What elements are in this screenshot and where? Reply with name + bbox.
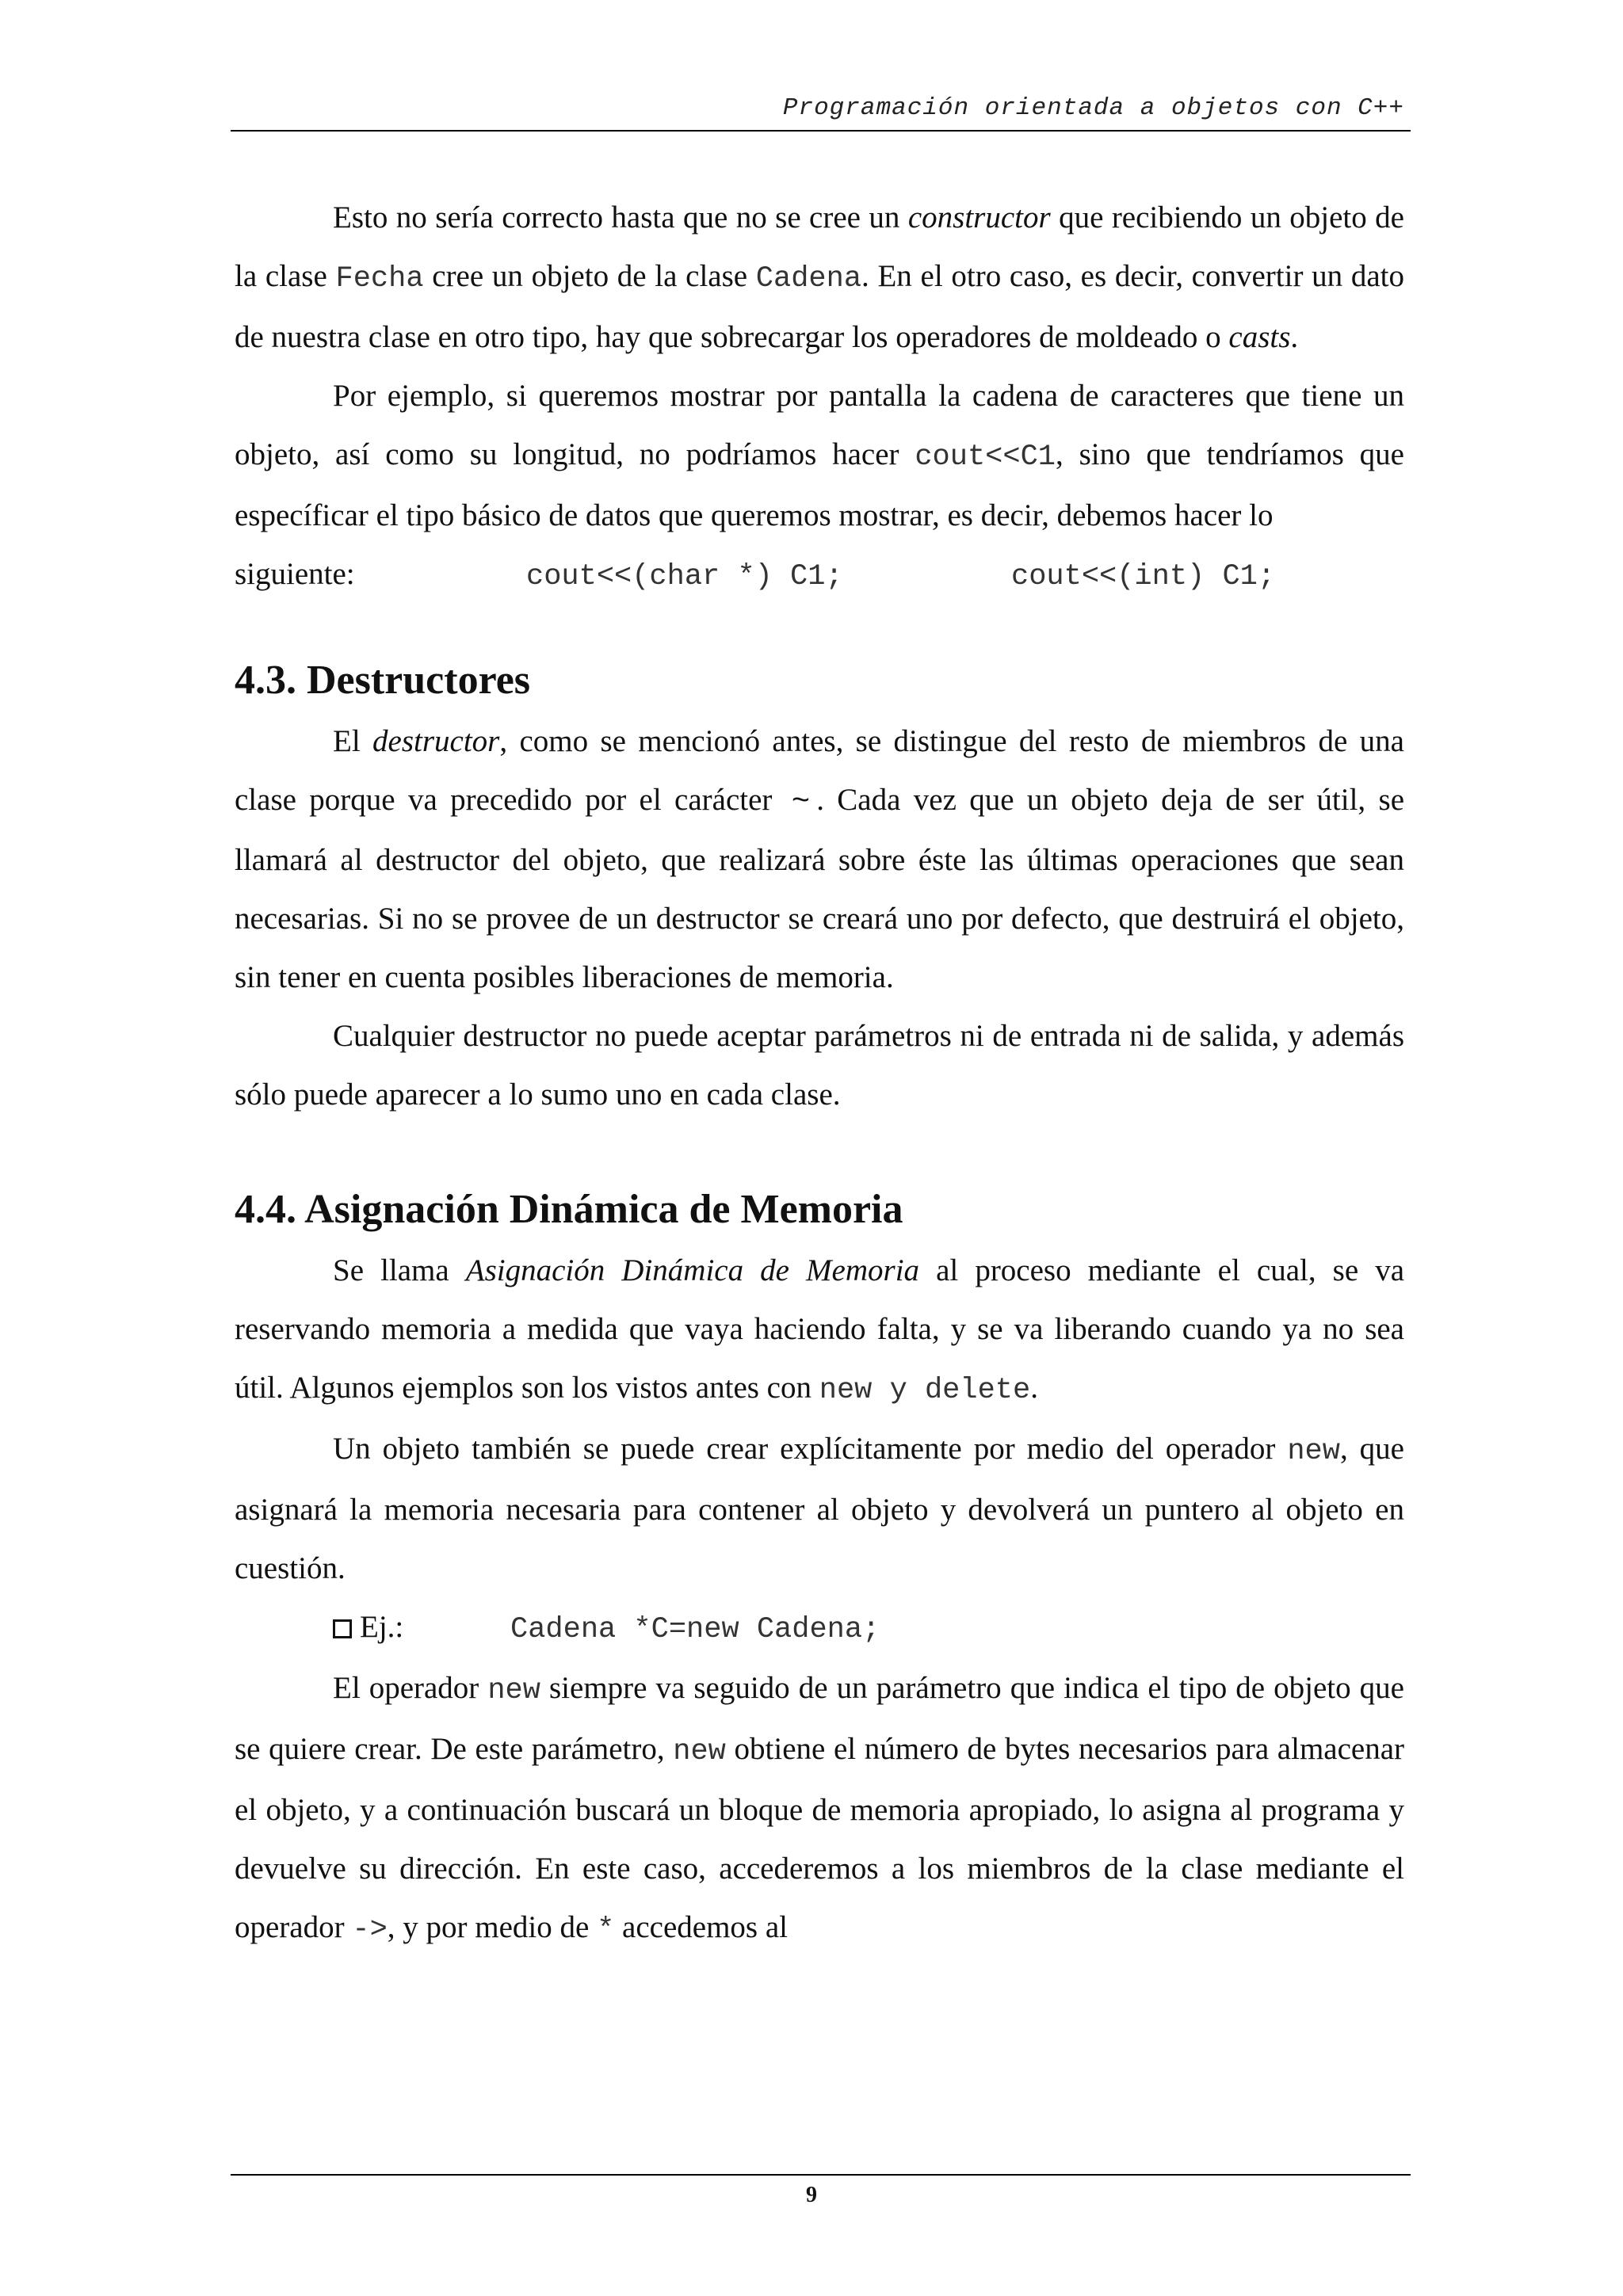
inline-code: *: [597, 1913, 615, 1947]
text-run: .: [1030, 1371, 1038, 1405]
text-run: , que asignará la memoria necesaria para contener al objeto y devolverá un puntero al objeto en cuestión.: [235, 1432, 1404, 1585]
inline-code: cout<<C1: [915, 441, 1056, 474]
inline-code: ->: [352, 1913, 388, 1947]
paragraph: [235, 1420, 1404, 1598]
inline-code: new y delete: [819, 1374, 1031, 1407]
tilde-symbol: ~: [791, 784, 811, 819]
example-label: Ej.:: [360, 1610, 404, 1644]
text-run: Por ejemplo, si queremos mostrar por pantalla la cadena de caracteres que tiene un objeto, así como su longitud, no podríamos hacer: [235, 379, 1404, 471]
code-snippet: cout<<(char *) C1;: [526, 560, 843, 593]
text-run: . En el otro caso, es decir, convertir un dato de nuestra clase en otro tipo, hay que sobrecargar los operadores de moldeado o: [235, 259, 1405, 354]
example-line: [235, 1598, 1404, 1659]
footer-rule: [231, 2174, 1411, 2176]
text-run: .: [1290, 320, 1299, 354]
paragraph: [235, 1241, 1404, 1420]
text-run: El: [333, 724, 373, 758]
paragraph: [235, 712, 1404, 1007]
text-run: , y por medio de: [387, 1910, 598, 1944]
inline-code: Cadena: [755, 262, 862, 296]
code-label: siguiente:: [235, 557, 355, 591]
text-run: obtiene el número de bytes necesarios para almacenar el objeto, y a continuación buscará un bloque de memoria apropiado, lo asigna al programa y devuelve su dirección. En este caso, accederemos a los miembros de la clase mediante el operador: [235, 1732, 1405, 1944]
italic-term: destructor: [372, 724, 500, 758]
text-run: cree un objeto de la clase: [423, 259, 756, 293]
italic-term: constructor: [907, 200, 1051, 235]
code-example-line: [235, 545, 1404, 606]
paragraph: [235, 367, 1404, 545]
text-run: Se llama: [333, 1253, 466, 1287]
section-heading: 4.3. Destructores: [235, 658, 531, 703]
page-body: [235, 189, 1404, 1959]
paragraph: Cualquier destructor no puede aceptar parámetros ni de entrada ni de salida, y además sólo puede aparecer a lo sumo uno en cada clase.: [235, 1019, 1404, 1112]
paragraph: [235, 189, 1404, 367]
paragraph: [235, 1659, 1404, 1959]
checkbox-bullet-icon: [333, 1619, 352, 1638]
running-header: Programación orientada a objetos con C++: [782, 94, 1404, 122]
inline-code: new: [673, 1735, 726, 1768]
italic-term: Asignación Dinámica de Memoria: [465, 1253, 920, 1287]
text-run: El operador: [333, 1671, 488, 1705]
text-run: . Cada vez que un objeto deja de ser útil, se llamará al destructor del objeto, que realizará sobre éste las últimas operaciones que sean necesarias. Si no se provee de un destructor se creará uno por defecto, que destruirá el objeto, sin tener en cuenta posibles liberaciones de memoria.: [235, 783, 1405, 994]
text-run: , sino que tendríamos que específicar el tipo básico de datos que queremos mostrar, es decir, debemos hacer lo: [235, 437, 1404, 532]
section-heading: 4.4. Asignación Dinámica de Memoria: [235, 1187, 903, 1232]
page-number: 9: [806, 2183, 817, 2207]
code-snippet: Cadena *C=new Cadena;: [510, 1613, 880, 1646]
italic-term: casts: [1228, 320, 1291, 354]
text-run: , como se mencionó antes, se distingue del resto de miembros de una clase porque va precedido por el carácter: [235, 724, 1404, 817]
header-rule: [231, 130, 1411, 132]
text-run: accedemos al: [614, 1910, 788, 1944]
text-run: Esto no sería correcto hasta que no se cree un: [333, 200, 908, 235]
text-run: siempre va seguido de un parámetro que indica el tipo de objeto que se quiere crear. De este parámetro,: [235, 1671, 1404, 1766]
text-run: que recibiendo un objeto de la clase: [235, 200, 1404, 293]
inline-code: Fecha: [335, 262, 424, 296]
text-run: al proceso mediante el cual, se va reservando memoria a medida que vaya haciendo falta, y se va liberando cuando ya no sea útil. Algunos ejemplos son los vistos antes con: [235, 1253, 1405, 1405]
code-snippet: cout<<(int) C1;: [1011, 560, 1276, 593]
inline-code: new: [487, 1674, 540, 1707]
text-run: Un objeto también se puede crear explícitamente por medio del operador: [333, 1432, 1288, 1466]
inline-code: new: [1287, 1435, 1340, 1468]
